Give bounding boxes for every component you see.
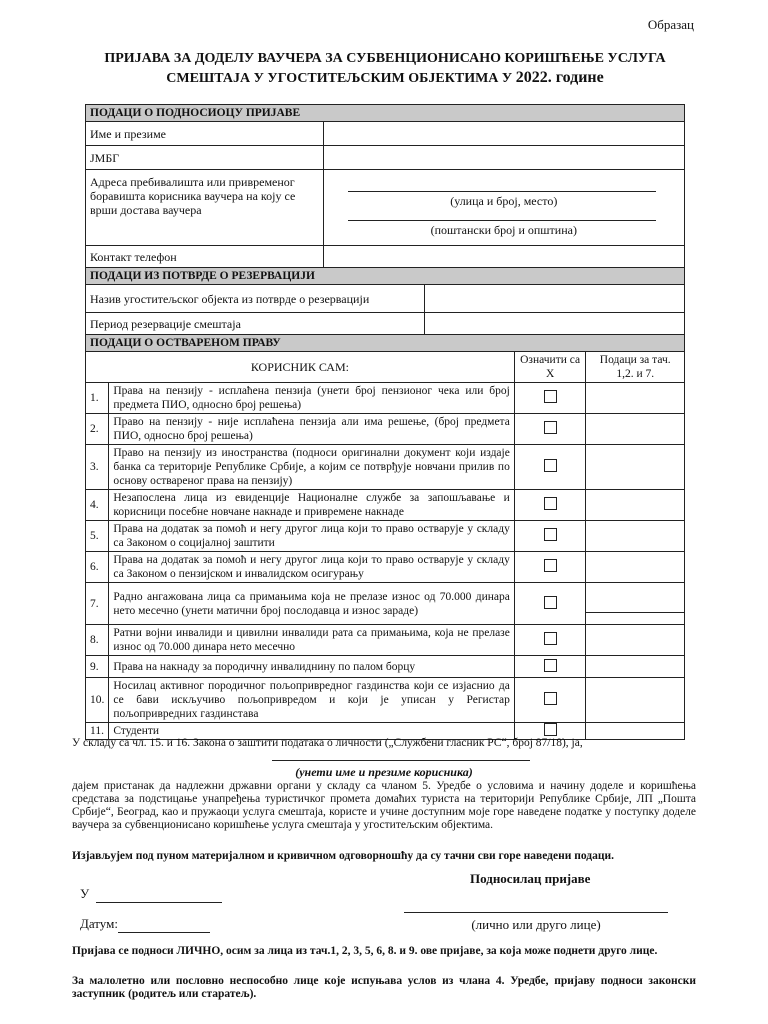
item-number: 3. bbox=[86, 445, 109, 490]
label-phone: Контакт телефон bbox=[86, 246, 324, 268]
right-item-5: Права на додатак за помоћ и негу другог лица који то право остварује у складу са Законом о социјалној заштити bbox=[109, 521, 514, 552]
right-item-3: Право на пензију из иностранства (подноси оригинални документ који издаје банка са територије Републике Србије, а којим се потврђује новчани прилив по основу оствареног права на пензију) bbox=[109, 445, 514, 490]
data-item-2[interactable] bbox=[586, 414, 685, 445]
section-applicant: ПОДАЦИ О ПОДНОСИОЦУ ПРИЈАВЕ bbox=[86, 105, 685, 122]
place-input[interactable] bbox=[96, 886, 222, 903]
col-data-header: Подаци за тач. 1,2. и 7. bbox=[586, 352, 685, 383]
item-number: 10. bbox=[86, 678, 109, 723]
label-name: Име и презиме bbox=[86, 122, 324, 146]
item-number: 6. bbox=[86, 552, 109, 583]
input-name[interactable] bbox=[323, 122, 684, 146]
item-number: 1. bbox=[86, 383, 109, 414]
consent-intro: У складу са чл. 15. и 16. Закона о заштити података о личности („Службени гласник РС“, број 87/18), ја, bbox=[72, 737, 583, 749]
checkbox-item-8[interactable] bbox=[514, 625, 586, 656]
consent-name-line[interactable] bbox=[272, 760, 530, 761]
data-item-4 bbox=[586, 490, 685, 521]
label-period: Период резервације смештаја bbox=[86, 313, 425, 335]
data-item-10 bbox=[586, 678, 685, 723]
checkbox-item-9[interactable] bbox=[514, 656, 586, 678]
date-field bbox=[80, 916, 210, 933]
item-number: 5. bbox=[86, 521, 109, 552]
data-item-6 bbox=[586, 552, 685, 583]
address-caption-street: (улица и број, место) bbox=[450, 193, 558, 208]
checkbox-item-10[interactable] bbox=[514, 678, 586, 723]
input-object-name[interactable] bbox=[425, 285, 685, 313]
right-item-4: Незапослена лица из евиденције Националне службе за запошљавање и корисници посебне новчане накнаде и привремене накнаде bbox=[109, 490, 514, 521]
right-item-8: Ратни војни инвалиди и цивилни инвалиди рата са примањима, која не прелазе износ од 70.000 динара нето месечно bbox=[109, 625, 514, 656]
label-address: Адреса пребивалишта или привременог боравишта корисника ваучера на коју се врши достава ваучера bbox=[86, 170, 324, 246]
note-2: За малолетно или пословно неспособно лице које испуњава услов из члана 4. Уредбе, пријаву подноси законски заступник (родитељ или старатељ). bbox=[72, 975, 696, 1000]
date-input[interactable] bbox=[118, 916, 210, 933]
input-address[interactable] bbox=[323, 170, 684, 246]
col-mark-header: Означити са Х bbox=[514, 352, 586, 383]
data-item-3 bbox=[586, 445, 685, 490]
date-label: Датум: bbox=[80, 916, 118, 931]
note-1: Пријава се подноси ЛИЧНО, осим за лица из тач.1, 2, 3, 5, 6, 8. и 9. ове пријаве, за која може поднети друго лице. bbox=[72, 945, 658, 957]
form-label: Образац bbox=[647, 17, 694, 32]
right-item-10: Носилац активног породичног пољопривредног газдинства који се изјаснио да се бави искључиво пољопривредом и који је уписан у Регистар пољопривредних газдинстава bbox=[109, 678, 514, 723]
item-number: 11. bbox=[86, 723, 109, 740]
checkbox-item-1[interactable] bbox=[514, 383, 586, 414]
title-line-1: ПРИЈАВА ЗА ДОДЕЛУ ВАУЧЕРА ЗА СУБВЕНЦИОНИСАНО КОРИШЋЕЊЕ УСЛУГА bbox=[104, 51, 666, 66]
checkbox-item-3[interactable] bbox=[514, 445, 586, 490]
data-item-7[interactable] bbox=[586, 583, 685, 625]
section-rights: ПОДАЦИ О ОСТВАРЕНОМ ПРАВУ bbox=[86, 335, 685, 352]
input-jmbg[interactable] bbox=[323, 146, 684, 170]
item-number: 4. bbox=[86, 490, 109, 521]
data-item-8 bbox=[586, 625, 685, 656]
data-item-5 bbox=[586, 521, 685, 552]
place-label: У bbox=[80, 886, 90, 901]
declaration: Изјављујем под пуном материјалном и кривичном одговорношћу да су тачни сви горе наведени подаци. bbox=[72, 850, 614, 862]
input-period[interactable] bbox=[425, 313, 685, 335]
right-item-9: Права на накнаду за породичну инвалиднину по палом борцу bbox=[109, 656, 514, 678]
checkbox-item-6[interactable] bbox=[514, 552, 586, 583]
data-item-1[interactable] bbox=[586, 383, 685, 414]
applicant-label: Подносилац пријаве bbox=[470, 871, 591, 886]
right-item-2: Право на пензију - није исплаћена пензија али има решење, (број предмета ПИО, односно број решења) bbox=[109, 414, 514, 445]
consent-body: дајем пристанак да надлежни државни органи у складу са чланом 5. Уредбе о условима и начину доделе и коришћења средстава за подстицање унапређења туристичког промета домаћих туриста на територији Републике Србије, ЛП „Пошта Србије“, Београд, као и пружаоци услуга смештаја, користе и учине доступним моје горе наведене податке у поступку доделе ваучера за субвенционисано коришћење услуга смештаја у угоститељским објектима. bbox=[72, 780, 696, 831]
item-number: 9. bbox=[86, 656, 109, 678]
title-line-2: СМЕШТАЈА У УГОСТИТЕЉСКИМ ОБЈЕКТИМА У 2022. године bbox=[166, 69, 604, 86]
right-item-11: Студенти bbox=[109, 723, 514, 740]
checkbox-item-2[interactable] bbox=[514, 414, 586, 445]
col-user-header: КОРИСНИК САМ: bbox=[86, 352, 515, 383]
place-field bbox=[80, 886, 222, 903]
right-item-7: Радно ангажована лица са примањима која не прелазе износ од 70.000 динара нето месечно (унети матични број послодавца и износ зараде) bbox=[109, 583, 514, 625]
item-number: 8. bbox=[86, 625, 109, 656]
form-title bbox=[60, 49, 710, 88]
right-item-1: Права на пензију - исплаћена пензија (унети број пензионог чека или број предмета ПИО, односно број решења) bbox=[109, 383, 514, 414]
application-table bbox=[85, 104, 685, 740]
signature-caption: (лично или друго лице) bbox=[471, 917, 601, 932]
checkbox-item-7[interactable] bbox=[514, 583, 586, 625]
section-reservation: ПОДАЦИ ИЗ ПОТВРДЕ О РЕЗЕРВАЦИЈИ bbox=[86, 268, 685, 285]
label-object-name: Назив угоститељског објекта из потврде о резервацији bbox=[86, 285, 425, 313]
item-number: 2. bbox=[86, 414, 109, 445]
right-item-6: Права на додатак за помоћ и негу другог лица који то право остварује у складу са Законом о пензијском и инвалидском осигурању bbox=[109, 552, 514, 583]
consent-name-caption: (унети име и презиме корисника) bbox=[295, 765, 473, 779]
address-caption-postal: (поштански број и општина) bbox=[430, 222, 577, 237]
label-jmbg: ЈМБГ bbox=[86, 146, 324, 170]
checkbox-item-4[interactable] bbox=[514, 490, 586, 521]
item-number: 7. bbox=[86, 583, 109, 625]
checkbox-item-5[interactable] bbox=[514, 521, 586, 552]
signature-line[interactable] bbox=[404, 912, 668, 913]
input-phone[interactable] bbox=[323, 246, 684, 268]
data-item-9 bbox=[586, 656, 685, 678]
